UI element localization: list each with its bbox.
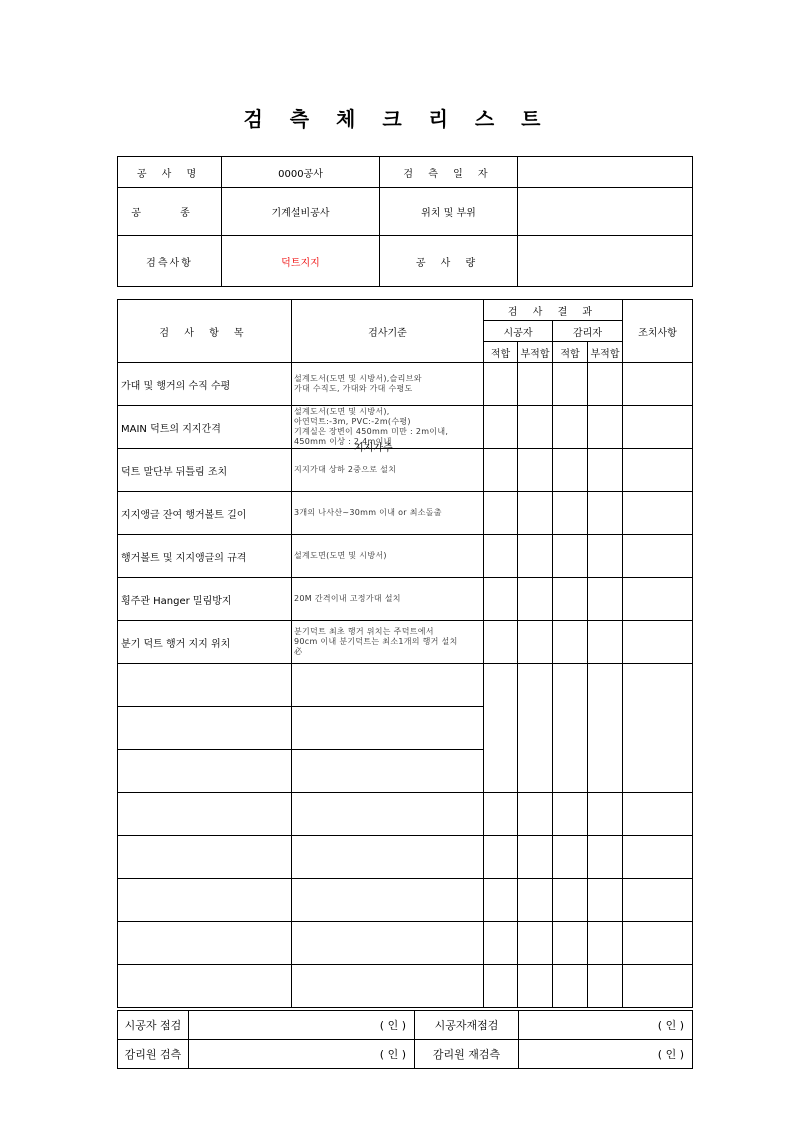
- contractor-fail-cell[interactable]: [518, 406, 553, 449]
- contractor-pass-cell[interactable]: [484, 492, 518, 535]
- supervisor-pass-cell[interactable]: [553, 965, 588, 1008]
- contractor-recheck-seal[interactable]: ( 인 ): [519, 1011, 693, 1040]
- checklist-table: [117, 299, 693, 1008]
- supervisor-fail-cell[interactable]: [588, 793, 623, 836]
- contractor-fail-cell[interactable]: [518, 449, 553, 492]
- work-type-label: 공 종: [118, 188, 222, 236]
- inspection-item-label: 검측사항: [118, 236, 222, 287]
- item-cell[interactable]: [118, 879, 292, 922]
- inspection-date-label: 검 측 일 자: [380, 157, 518, 188]
- action-cell[interactable]: [623, 965, 693, 1008]
- standard-cell: 3개의 나사산~30mm 이내 or 최소돌출: [292, 492, 484, 535]
- supervisor-fail-cell[interactable]: [588, 836, 623, 879]
- contractor-fail-cell[interactable]: [518, 922, 553, 965]
- action-cell[interactable]: [623, 406, 693, 449]
- supervisor-pass-cell[interactable]: [553, 793, 588, 836]
- item-cell: 덕트 말단부 뒤틀림 조치: [118, 449, 292, 492]
- supervisor-pass-cell[interactable]: [553, 621, 588, 664]
- contractor-pass-cell[interactable]: [484, 836, 518, 879]
- action-cell[interactable]: [623, 363, 693, 406]
- supervisor-check-seal[interactable]: ( 인 ): [189, 1040, 415, 1069]
- supervisor-fail-cell[interactable]: [588, 406, 623, 449]
- item-cell[interactable]: [118, 922, 292, 965]
- col-item-header: 검 사 항 목: [118, 300, 292, 363]
- contractor-pass-cell[interactable]: [484, 406, 518, 449]
- item-cell[interactable]: [118, 707, 292, 750]
- contractor-pass-cell[interactable]: [484, 621, 518, 664]
- action-cell[interactable]: [623, 836, 693, 879]
- standard-cell[interactable]: [292, 750, 484, 793]
- contractor-fail-cell[interactable]: [518, 492, 553, 535]
- contractor-fail-header: 부적합: [518, 342, 553, 363]
- supervisor-fail-cell[interactable]: [588, 535, 623, 578]
- supervisor-pass-cell[interactable]: [553, 664, 588, 793]
- contractor-fail-cell[interactable]: [518, 793, 553, 836]
- table-row: [118, 793, 693, 836]
- inspection-date-value[interactable]: [518, 157, 693, 188]
- contractor-pass-cell[interactable]: [484, 793, 518, 836]
- table-row: [118, 965, 693, 1008]
- action-cell[interactable]: [623, 793, 693, 836]
- contractor-pass-cell[interactable]: [484, 449, 518, 492]
- table-row: [118, 836, 693, 879]
- contractor-fail-cell[interactable]: [518, 535, 553, 578]
- item-cell[interactable]: [118, 836, 292, 879]
- supervisor-pass-cell[interactable]: [553, 535, 588, 578]
- table-row: [118, 621, 693, 664]
- inspection-item-value[interactable]: 덕트지지: [222, 236, 380, 287]
- standard-cell: 설계도서(도면 및 시방서),슬리브와 가대 수직도, 가대와 가대 수평도: [292, 363, 484, 406]
- supervisor-fail-cell[interactable]: [588, 449, 623, 492]
- table-row: [118, 406, 693, 449]
- standard-cell: 설계도서(도면 및 시방서), 아연덕트:-3m, PVC:-2m(수평) 기계실은 장변이 450mm 미만 : 2m이내, 450mm 이상 : 2.4m이내: [292, 406, 484, 449]
- supervisor-pass-cell[interactable]: [553, 879, 588, 922]
- item-cell[interactable]: [118, 793, 292, 836]
- item-cell: 지지앵글 잔여 행거볼트 길이: [118, 492, 292, 535]
- table-row: [118, 449, 693, 492]
- supervisor-check-label: 감리원 검측: [118, 1040, 189, 1069]
- contractor-fail-cell[interactable]: [518, 836, 553, 879]
- item-cell: MAIN 덕트의 지지간격: [118, 406, 292, 449]
- supervisor-fail-cell[interactable]: [588, 492, 623, 535]
- table-row: [118, 879, 693, 922]
- supervisor-pass-cell[interactable]: [553, 363, 588, 406]
- action-cell[interactable]: [623, 535, 693, 578]
- header-table: [117, 156, 693, 287]
- standard-cell: 분기덕트 최초 행거 위치는 주덕트에서 90cm 이내 분기덕트는 최소1개의 행거 설치 必: [292, 621, 484, 664]
- contractor-pass-header: 적합: [484, 342, 518, 363]
- project-name-value[interactable]: 0000공사: [222, 157, 380, 188]
- work-type-value[interactable]: 기계설비공사: [222, 188, 380, 236]
- supervisor-fail-cell[interactable]: [588, 621, 623, 664]
- item-cell: 분기 덕트 행거 지지 위치: [118, 621, 292, 664]
- contractor-fail-cell[interactable]: [518, 879, 553, 922]
- location-value[interactable]: [518, 188, 693, 236]
- supervisor-fail-cell[interactable]: [588, 965, 623, 1008]
- contractor-fail-cell[interactable]: [518, 664, 553, 793]
- supervisor-pass-cell[interactable]: [553, 836, 588, 879]
- col-action-header: 조치사항: [623, 300, 693, 363]
- supervisor-recheck-label: 감리원 재검측: [415, 1040, 519, 1069]
- supervisor-pass-cell[interactable]: [553, 449, 588, 492]
- quantity-label: 공 사 량: [380, 236, 518, 287]
- supervisor-recheck-seal[interactable]: ( 인 ): [519, 1040, 693, 1069]
- contractor-pass-cell[interactable]: [484, 664, 518, 793]
- action-cell[interactable]: [623, 621, 693, 664]
- supervisor-pass-cell[interactable]: [553, 406, 588, 449]
- col-contractor-header: 시공자: [484, 321, 553, 342]
- col-standard-header: 검사기준: [292, 300, 484, 363]
- standard-cell[interactable]: [292, 879, 484, 922]
- item-cell: 가대 및 행거의 수직 수평: [118, 363, 292, 406]
- standard-cell[interactable]: [292, 965, 484, 1008]
- standard-cell: 설계도면(도면 및 시방서): [292, 535, 484, 578]
- table-row: [118, 922, 693, 965]
- supervisor-pass-header: 적합: [553, 342, 588, 363]
- action-cell[interactable]: [623, 492, 693, 535]
- item-cell: 행거볼트 및 지지앵글의 규격: [118, 535, 292, 578]
- contractor-pass-cell[interactable]: [484, 879, 518, 922]
- table-row: [118, 363, 693, 406]
- contractor-check-label: 시공자 점검: [118, 1011, 189, 1040]
- col-result-header: 검 사 결 과: [484, 300, 623, 321]
- table-row: [118, 492, 693, 535]
- quantity-value[interactable]: [518, 236, 693, 287]
- item-cell[interactable]: [118, 750, 292, 793]
- contractor-fail-cell[interactable]: [518, 965, 553, 1008]
- table-row: [118, 664, 693, 707]
- signoff-table: [117, 1010, 693, 1069]
- supervisor-pass-cell[interactable]: [553, 922, 588, 965]
- project-name-label: 공 사 명: [118, 157, 222, 188]
- supervisor-fail-cell[interactable]: [588, 363, 623, 406]
- contractor-recheck-label: 시공자재점검: [415, 1011, 519, 1040]
- action-cell[interactable]: [623, 879, 693, 922]
- action-cell[interactable]: [623, 578, 693, 621]
- supervisor-fail-cell[interactable]: [588, 922, 623, 965]
- standard-cell[interactable]: [292, 793, 484, 836]
- table-row: [118, 578, 693, 621]
- item-cell: 횡주관 Hanger 밀림방지: [118, 578, 292, 621]
- supervisor-pass-cell[interactable]: [553, 492, 588, 535]
- location-label: 위치 및 부위: [380, 188, 518, 236]
- contractor-pass-cell[interactable]: [484, 363, 518, 406]
- supervisor-fail-cell[interactable]: [588, 879, 623, 922]
- supervisor-fail-cell[interactable]: [588, 578, 623, 621]
- contractor-check-seal[interactable]: ( 인 ): [189, 1011, 415, 1040]
- standard-cell: 지지가대 상하 2중으로 설치: [292, 449, 484, 492]
- standard-cell: 20M 간격이내 고정가대 설치: [292, 578, 484, 621]
- supervisor-pass-cell[interactable]: [553, 578, 588, 621]
- contractor-fail-cell[interactable]: [518, 621, 553, 664]
- contractor-fail-cell[interactable]: [518, 363, 553, 406]
- action-cell[interactable]: [623, 664, 693, 793]
- standard-cell[interactable]: [292, 664, 484, 707]
- col-supervisor-header: 감리자: [553, 321, 623, 342]
- contractor-pass-cell[interactable]: [484, 535, 518, 578]
- contractor-pass-cell[interactable]: [484, 965, 518, 1008]
- action-cell[interactable]: [623, 449, 693, 492]
- standard-cell[interactable]: [292, 707, 484, 750]
- supervisor-fail-header: 부적합: [588, 342, 623, 363]
- item-cell[interactable]: [118, 965, 292, 1008]
- contractor-pass-cell[interactable]: [484, 922, 518, 965]
- overlay-stamp-text: 지지가주: [354, 443, 393, 454]
- page-title: 검 측 체 크 리 스 트: [243, 107, 551, 131]
- standard-cell[interactable]: [292, 922, 484, 965]
- table-row: [118, 535, 693, 578]
- action-cell[interactable]: [623, 922, 693, 965]
- contractor-pass-cell[interactable]: [484, 578, 518, 621]
- standard-cell[interactable]: [292, 836, 484, 879]
- contractor-fail-cell[interactable]: [518, 578, 553, 621]
- item-cell[interactable]: [118, 664, 292, 707]
- supervisor-fail-cell[interactable]: [588, 664, 623, 793]
